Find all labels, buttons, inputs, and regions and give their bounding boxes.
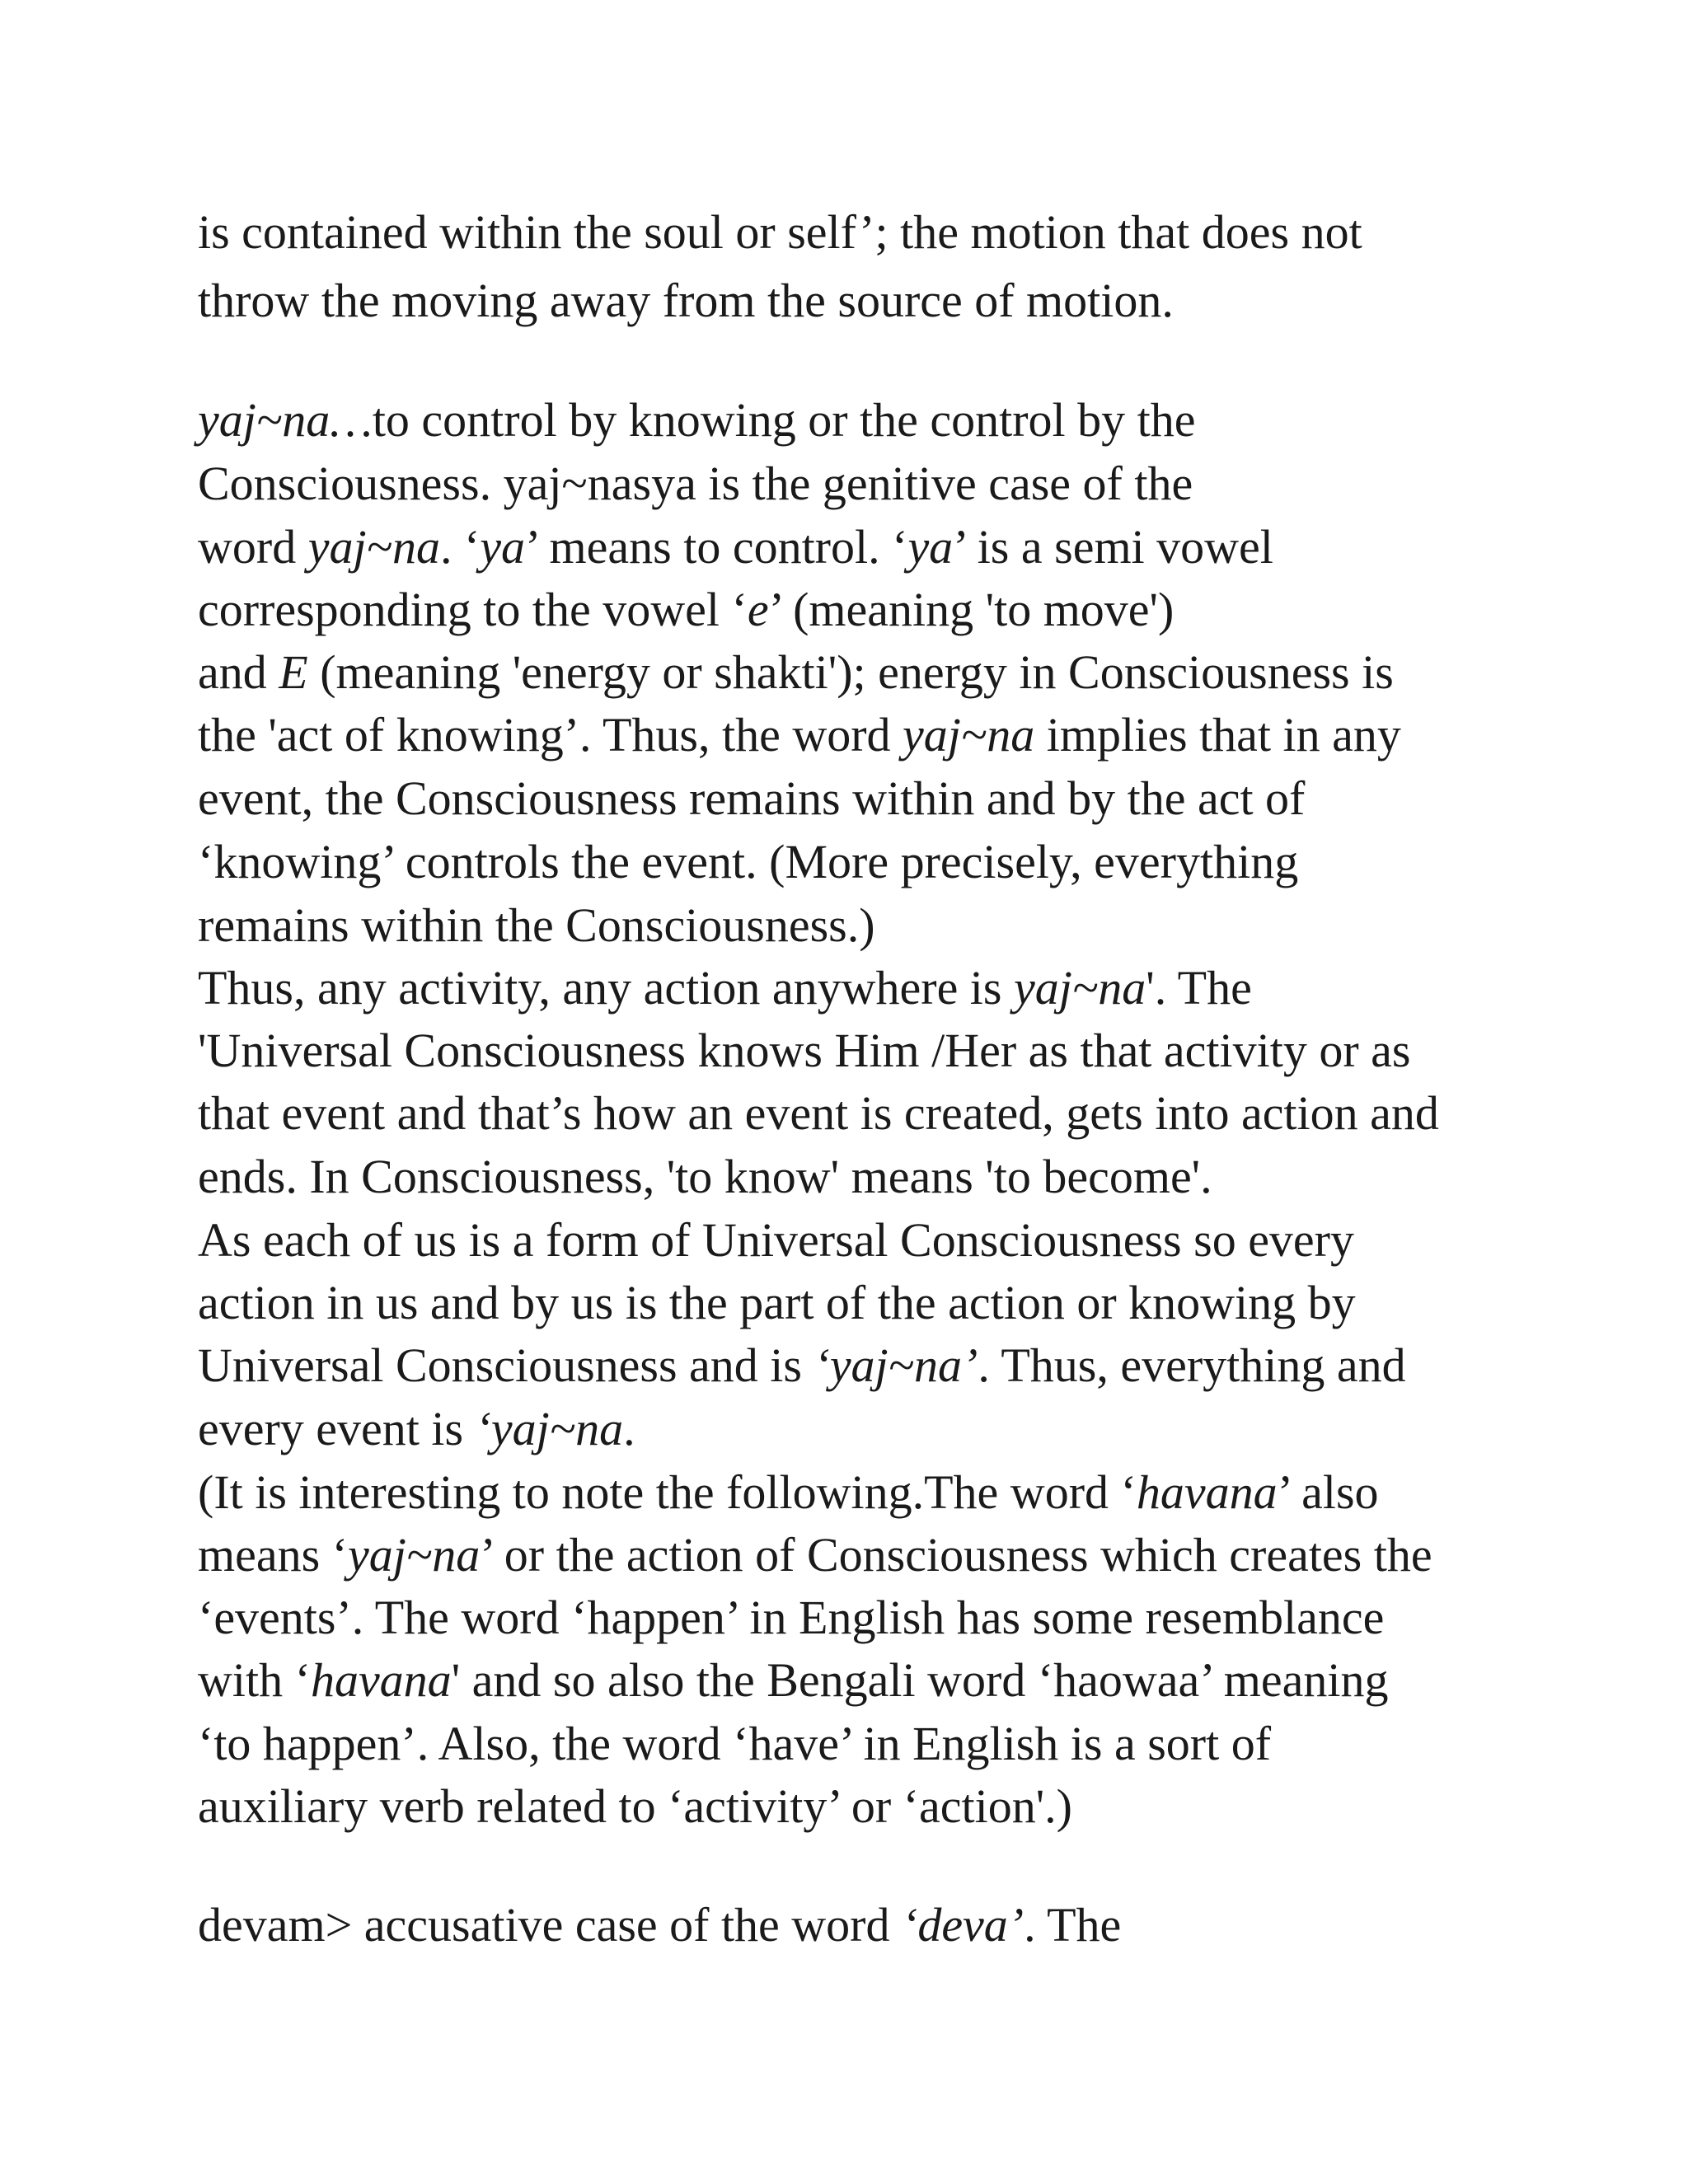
text-line: [198, 898, 875, 952]
text-segment: ‘knowing’ controls the event. (More precisely, everything: [198, 835, 1299, 888]
italic-text: yaj~na: [903, 708, 1035, 762]
text-line: [198, 1402, 635, 1455]
text-line: [198, 1338, 1406, 1392]
text-segment: remains within the Consciousness.): [198, 898, 875, 952]
italic-text: havana: [310, 1653, 452, 1707]
italic-text: E: [279, 645, 308, 699]
italic-text: yaj~na: [1014, 961, 1146, 1015]
text-line: [198, 1779, 1072, 1833]
text-line: [198, 1024, 1411, 1077]
text-segment: event, the Consciousness remains within and by the act of: [198, 771, 1306, 825]
text-segment: and: [198, 645, 279, 699]
text-segment: . The: [1024, 1898, 1122, 1952]
text-segment: (It is interesting to note the following.The word ‘: [198, 1465, 1137, 1519]
text-segment: ends. In Consciousness, 'to know' means 'to become'.: [198, 1150, 1212, 1203]
italic-text: yaj~na…: [198, 393, 373, 447]
text-segment: ’ also: [1277, 1465, 1379, 1519]
text-segment: ’ or the action of Consciousness which creates the: [480, 1528, 1432, 1582]
italic-text: yaj~na: [348, 1528, 481, 1582]
text-segment: (meaning 'energy or shakti'); energy in Consciousness is: [307, 645, 1394, 699]
text-segment: .: [623, 1402, 635, 1455]
italic-text: ya: [480, 520, 526, 574]
text-line: [198, 457, 1193, 510]
text-line: [198, 583, 1175, 636]
text-segment: . Thus, everything and: [978, 1338, 1406, 1392]
text-segment: with ‘: [198, 1653, 311, 1707]
text-line: [198, 835, 1299, 888]
text-line: [198, 708, 1401, 762]
text-line: [198, 1150, 1212, 1203]
text-segment: Universal Consciousness and is: [198, 1338, 814, 1392]
text-segment: throw the moving away from the source of motion.: [198, 274, 1174, 327]
text-line: [198, 1276, 1356, 1329]
text-line: [198, 1653, 1389, 1707]
text-line: [198, 645, 1394, 699]
text-segment: that event and that’s how an event is created, gets into action and: [198, 1086, 1439, 1140]
text-segment: ‘to happen’. Also, the word ‘have’ in English is a sort of: [198, 1717, 1272, 1770]
text-line: [198, 205, 1362, 259]
text-segment: ’ means to control. ‘: [525, 520, 908, 574]
text-line: [198, 1528, 1432, 1582]
text-line: [198, 1591, 1385, 1644]
text-segment: action in us and by us is the part of the action or knowing by: [198, 1276, 1356, 1329]
text-line: [198, 771, 1306, 825]
text-line: [198, 961, 1252, 1015]
text-line: [198, 274, 1174, 327]
text-segment: As each of us is a form of Universal Consciousness so every: [198, 1213, 1354, 1267]
text-line: [198, 1717, 1272, 1770]
text-line: [198, 520, 1273, 574]
text-segment: means ‘: [198, 1528, 348, 1582]
text-segment: corresponding to the vowel ‘: [198, 583, 748, 636]
text-line: [198, 1898, 1122, 1952]
text-segment: is contained within the soul or self’; the motion that does not: [198, 205, 1362, 259]
italic-text: ‘yaj~na: [475, 1402, 624, 1455]
text-segment: ’ (meaning 'to move'): [768, 583, 1175, 636]
italic-text: ‘yaj~na’: [814, 1338, 978, 1392]
italic-text: yaj~na: [307, 520, 440, 574]
text-segment: ' and so also the Bengali word ‘haowaa’ meaning: [451, 1653, 1389, 1707]
text-segment: the 'act of knowing’. Thus, the word: [198, 708, 903, 762]
text-segment: devam> accusative case of the word: [198, 1898, 902, 1952]
text-line: [198, 1086, 1439, 1140]
text-segment: . ‘: [439, 520, 481, 574]
text-segment: ‘events’. The word ‘happen’ in English has some resemblance: [198, 1591, 1385, 1644]
italic-text: e: [747, 583, 769, 636]
text-line: [198, 393, 1196, 447]
text-line: [198, 1465, 1379, 1519]
text-segment: ’ is a semi vowel: [953, 520, 1273, 574]
text-line: [198, 1213, 1354, 1267]
italic-text: havana: [1136, 1465, 1278, 1519]
italic-text: ‘deva’: [902, 1898, 1025, 1952]
italic-text: ya: [907, 520, 954, 574]
text-segment: word: [198, 520, 308, 574]
text-segment: 'Universal Consciousness knows Him /Her as that activity or as: [198, 1024, 1411, 1077]
text-segment: auxiliary verb related to ‘activity’ or ‘action'.): [198, 1779, 1072, 1833]
text-segment: implies that in any: [1034, 708, 1401, 762]
text-segment: Thus, any activity, any action anywhere is: [198, 961, 1014, 1015]
text-segment: every event is: [198, 1402, 476, 1455]
text-segment: to control by knowing or the control by the: [372, 393, 1196, 447]
text-segment: Consciousness. yaj~nasya is the genitive case of the: [198, 457, 1193, 510]
text-segment: '. The: [1146, 961, 1252, 1015]
